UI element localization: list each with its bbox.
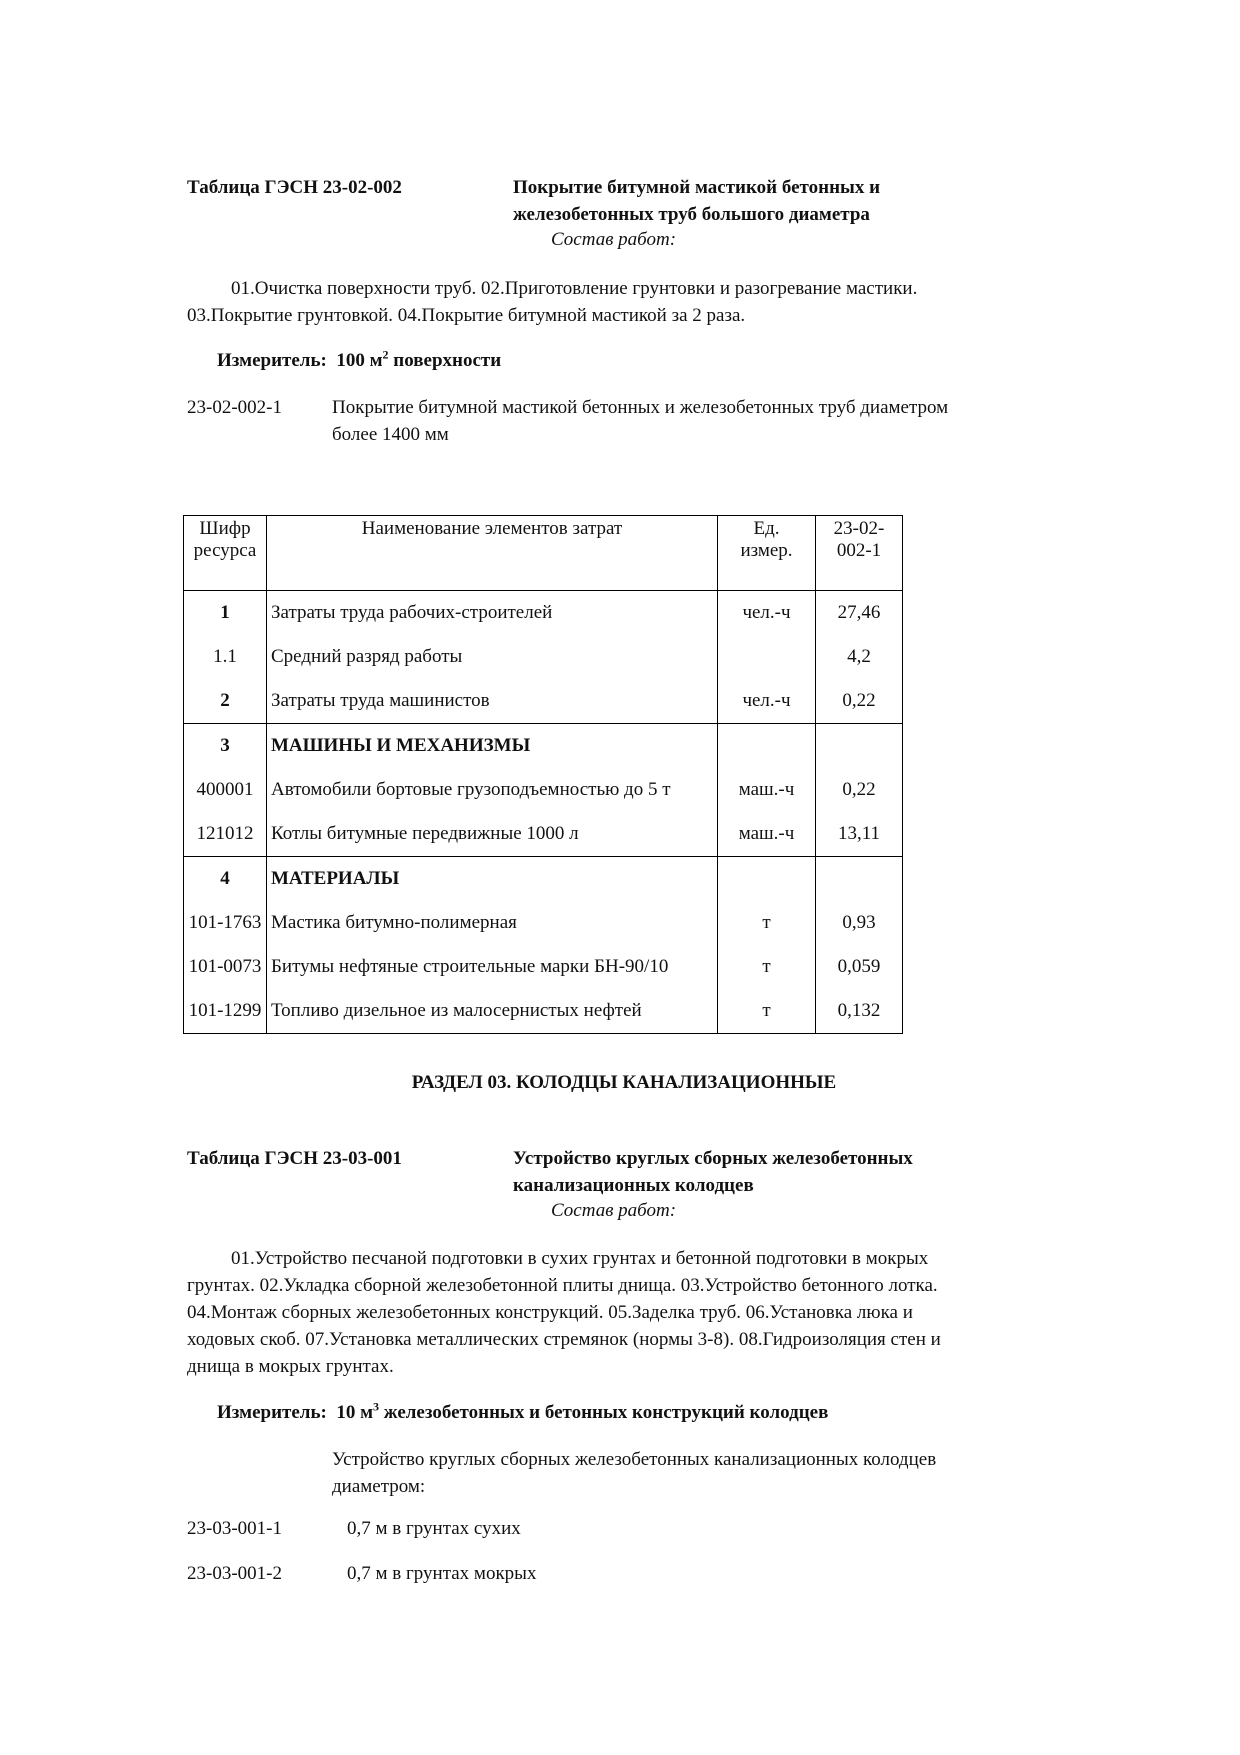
row-unit <box>718 724 816 769</box>
norm-intro-line: диаметром: <box>332 1476 426 1497</box>
work-composition <box>187 275 1047 329</box>
meter <box>217 347 502 372</box>
table-row <box>184 857 903 902</box>
row-value: 0,059 <box>816 945 903 989</box>
row-value: 13,11 <box>816 812 903 857</box>
norm-intro <box>332 1446 1052 1500</box>
table-row <box>184 945 903 989</box>
row-name: Средний разряд работы <box>267 635 718 679</box>
row-name: Затраты труда рабочих-строителей <box>267 591 718 636</box>
norm-code: 23-03-001-2 <box>187 1563 282 1584</box>
row-code: 3 <box>184 724 267 769</box>
row-value: 27,46 <box>816 591 903 636</box>
work-line: 01.Устройство песчаной подготовки в сухих грунтах и бетонной подготовки в мокрых <box>231 1248 929 1269</box>
table-row <box>184 768 903 812</box>
work-line: 04.Монтаж сборных железобетонных конструкций. 05.Заделка труб. 06.Установка люка и <box>187 1302 913 1323</box>
norm-description <box>332 394 1052 448</box>
table-title <box>513 1145 913 1199</box>
row-unit: чел.-ч <box>718 679 816 724</box>
table-row <box>184 635 903 679</box>
row-code: 101-0073 <box>184 945 267 989</box>
meter-label: Измеритель: <box>217 350 327 371</box>
work-composition <box>187 1245 1067 1380</box>
meter-sup: 3 <box>373 1399 380 1414</box>
table-row <box>184 989 903 1034</box>
header-code <box>184 516 267 591</box>
composition-label: Состав работ: <box>551 229 677 250</box>
table-title-line: Устройство круглых сборных железобетонных <box>513 1148 913 1169</box>
header-value <box>816 516 903 591</box>
table-row <box>184 591 903 636</box>
row-name: МАТЕРИАЛЫ <box>267 857 718 902</box>
row-unit <box>718 857 816 902</box>
resource-table <box>183 515 903 1034</box>
norm-code: 23-03-001-1 <box>187 1518 282 1539</box>
row-unit: маш.-ч <box>718 768 816 812</box>
table-label: Таблица ГЭСН 23-03-001 <box>187 1148 402 1169</box>
row-value: 0,93 <box>816 901 903 945</box>
table-row <box>184 901 903 945</box>
norm-line: более 1400 мм <box>332 424 449 445</box>
row-code: 101-1763 <box>184 901 267 945</box>
table-row <box>184 724 903 769</box>
row-name: Битумы нефтяные строительные марки БН-90/10 <box>267 945 718 989</box>
work-line: ходовых скоб. 07.Установка металлических стремянок (нормы 3-8). 08.Гидроизоляция стен и <box>187 1329 941 1350</box>
row-name: Затраты труда машинистов <box>267 679 718 724</box>
row-unit: т <box>718 989 816 1034</box>
row-code: 1 <box>184 591 267 636</box>
table-title-line: железобетонных труб большого диаметра <box>513 204 870 225</box>
table-row <box>184 679 903 724</box>
row-code: 400001 <box>184 768 267 812</box>
row-code: 2 <box>184 679 267 724</box>
row-name: Котлы битумные передвижные 1000 л <box>267 812 718 857</box>
norm-intro-line: Устройство круглых сборных железобетонных канализационных колодцев <box>332 1449 937 1470</box>
table-title-line: канализационных колодцев <box>513 1175 754 1196</box>
table-row <box>184 812 903 857</box>
row-value: 0,132 <box>816 989 903 1034</box>
row-name: Мастика битумно-полимерная <box>267 901 718 945</box>
header-code-line: Шифр <box>199 518 251 539</box>
meter-value: 100 м <box>336 350 383 371</box>
work-line: 03.Покрытие грунтовкой. 04.Покрытие битумной мастикой за 2 раза. <box>187 305 746 326</box>
table-title-line: Покрытие битумной мастикой бетонных и <box>513 177 881 198</box>
norm-code: 23-02-002-1 <box>187 397 282 418</box>
work-line: днища в мокрых грунтах. <box>187 1356 394 1377</box>
row-value: 4,2 <box>816 635 903 679</box>
row-name: МАШИНЫ И МЕХАНИЗМЫ <box>267 724 718 769</box>
row-code: 1.1 <box>184 635 267 679</box>
row-value: 0,22 <box>816 679 903 724</box>
row-value <box>816 857 903 902</box>
row-unit: т <box>718 945 816 989</box>
header-value-line: 002-1 <box>836 540 882 561</box>
work-line: 01.Очистка поверхности труб. 02.Приготовление грунтовки и разогревание мастики. <box>231 278 918 299</box>
row-code: 121012 <box>184 812 267 857</box>
meter <box>217 1399 829 1424</box>
row-code: 4 <box>184 857 267 902</box>
row-name: Автомобили бортовые грузоподъемностью до 5 т <box>267 768 718 812</box>
row-code: 101-1299 <box>184 989 267 1034</box>
norm-text: 0,7 м в грунтах мокрых <box>347 1563 537 1584</box>
work-line: грунтах. 02.Укладка сборной железобетонной плиты днища. 03.Устройство бетонного лотка. <box>187 1275 938 1296</box>
meter-value: 10 м <box>336 1402 374 1423</box>
header-name <box>267 516 718 591</box>
composition-label: Состав работ: <box>551 1200 677 1221</box>
row-unit <box>718 635 816 679</box>
norm-line: Покрытие битумной мастикой бетонных и железобетонных труб диаметром <box>332 397 949 418</box>
header-unit-line: Ед. <box>753 518 780 539</box>
table-title <box>513 174 880 228</box>
table-header-row <box>184 516 903 591</box>
header-unit <box>718 516 816 591</box>
section-title: РАЗДЕЛ 03. КОЛОДЦЫ КАНАЛИЗАЦИОННЫЕ <box>411 1072 837 1093</box>
header-name-line: Наименование элементов затрат <box>361 518 623 539</box>
meter-sup: 2 <box>382 347 389 362</box>
header-value-line: 23-02- <box>833 518 885 539</box>
row-value: 0,22 <box>816 768 903 812</box>
header-unit-line: измер. <box>740 540 793 561</box>
meter-label: Измеритель: <box>217 1402 327 1423</box>
row-unit: маш.-ч <box>718 812 816 857</box>
row-value <box>816 724 903 769</box>
meter-rest: поверхности <box>388 350 502 371</box>
norm-text: 0,7 м в грунтах сухих <box>347 1518 521 1539</box>
header-code-line: ресурса <box>193 540 257 561</box>
table-label: Таблица ГЭСН 23-02-002 <box>187 177 402 198</box>
row-unit: т <box>718 901 816 945</box>
row-unit: чел.-ч <box>718 591 816 636</box>
row-name: Топливо дизельное из малосернистых нефтей <box>267 989 718 1034</box>
meter-rest: железобетонных и бетонных конструкций колодцев <box>379 1402 829 1423</box>
